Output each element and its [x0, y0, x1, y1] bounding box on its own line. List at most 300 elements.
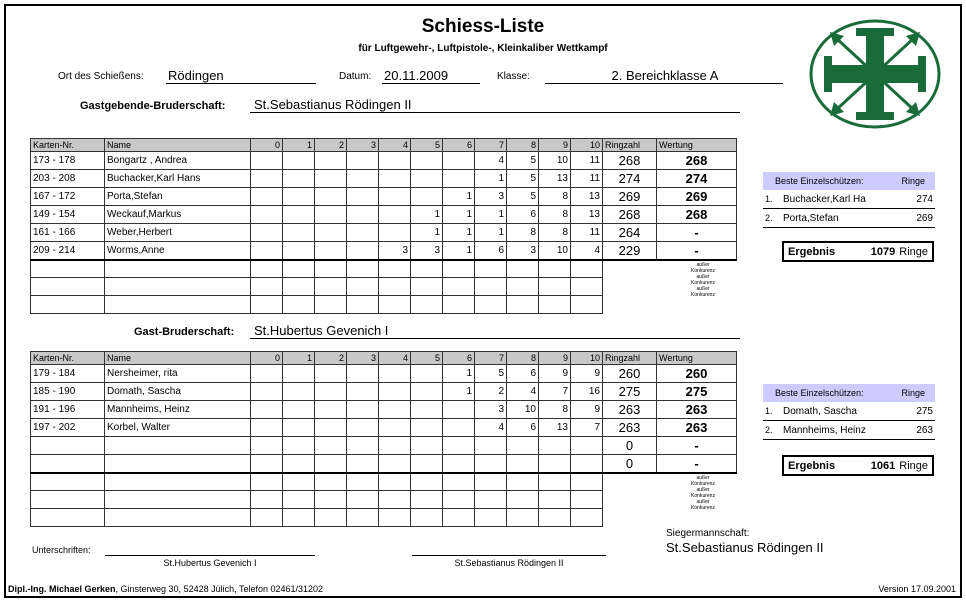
empty-cell[interactable]: [443, 296, 475, 314]
score-cell[interactable]: [411, 401, 443, 419]
empty-cell[interactable]: [539, 296, 571, 314]
score-cell[interactable]: [539, 455, 571, 473]
score-cell[interactable]: [251, 401, 283, 419]
score-cell[interactable]: 3: [379, 242, 411, 260]
score-cell[interactable]: [379, 383, 411, 401]
klasse-label: Klasse:: [497, 71, 530, 82]
column-header: 3: [347, 352, 379, 365]
score-cell[interactable]: 11: [571, 170, 603, 188]
score-cell[interactable]: 6: [475, 242, 507, 260]
empty-cell[interactable]: [411, 491, 443, 509]
ringzahl-cell[interactable]: 0: [603, 437, 657, 455]
score-cell[interactable]: 11: [571, 152, 603, 170]
score-cell[interactable]: [347, 188, 379, 206]
score-cell[interactable]: 3: [475, 188, 507, 206]
column-header: 5: [411, 139, 443, 152]
score-cell[interactable]: [379, 206, 411, 224]
score-cell[interactable]: [315, 455, 347, 473]
wertung-cell[interactable]: 268: [657, 152, 737, 170]
ergebnis-unit: Ringe: [899, 245, 928, 258]
score-cell[interactable]: [251, 437, 283, 455]
table-row: [31, 188, 737, 206]
score-cell[interactable]: 1: [475, 224, 507, 242]
empty-cell[interactable]: [105, 278, 251, 296]
empty-cell[interactable]: [475, 278, 507, 296]
best-row: 2. Porta,Stefan 269: [763, 209, 935, 228]
empty-cell[interactable]: [283, 296, 315, 314]
wertung-cell[interactable]: -: [657, 455, 737, 473]
score-cell[interactable]: [379, 224, 411, 242]
wertung-cell[interactable]: -: [657, 242, 737, 260]
name-cell[interactable]: Nersheimer, rita: [105, 365, 251, 383]
score-cell[interactable]: [443, 170, 475, 188]
score-cell[interactable]: [283, 455, 315, 473]
score-cell[interactable]: [507, 437, 539, 455]
score-cell[interactable]: 1: [443, 206, 475, 224]
empty-cell[interactable]: [31, 491, 105, 509]
empty-cell[interactable]: [539, 278, 571, 296]
score-cell[interactable]: [379, 401, 411, 419]
score-cell[interactable]: 9: [571, 401, 603, 419]
score-cell[interactable]: 10: [507, 401, 539, 419]
score-cell[interactable]: 1: [475, 170, 507, 188]
score-cell[interactable]: [411, 455, 443, 473]
empty-cell[interactable]: [443, 491, 475, 509]
datum-field[interactable]: 20.11.2009: [382, 68, 480, 84]
karten-cell[interactable]: 161 - 166: [31, 224, 105, 242]
score-cell[interactable]: [251, 383, 283, 401]
ringzahl-cell[interactable]: 275: [603, 383, 657, 401]
score-cell[interactable]: 6: [507, 365, 539, 383]
name-cell[interactable]: Buchacker,Karl Hans: [105, 170, 251, 188]
score-cell[interactable]: [379, 188, 411, 206]
host-club-field[interactable]: St.Sebastianus Rödingen II: [250, 97, 740, 113]
score-cell[interactable]: [347, 419, 379, 437]
empty-cell[interactable]: [379, 260, 411, 278]
empty-cell[interactable]: [657, 509, 737, 527]
score-cell[interactable]: [315, 224, 347, 242]
table-row: [31, 419, 737, 437]
ringzahl-cell[interactable]: 274: [603, 170, 657, 188]
score-cell[interactable]: 8: [539, 401, 571, 419]
score-cell[interactable]: 3: [411, 242, 443, 260]
score-cell[interactable]: [315, 365, 347, 383]
column-header: 4: [379, 352, 411, 365]
score-cell[interactable]: [347, 224, 379, 242]
guest-club-field[interactable]: St.Hubertus Gevenich I: [250, 323, 740, 339]
karten-cell[interactable]: [31, 455, 105, 473]
score-cell[interactable]: [283, 224, 315, 242]
empty-cell[interactable]: [475, 473, 507, 491]
score-cell[interactable]: [283, 365, 315, 383]
ergebnis-value: 1079: [870, 245, 896, 258]
score-cell[interactable]: 5: [475, 365, 507, 383]
score-cell[interactable]: 8: [539, 206, 571, 224]
score-cell[interactable]: 1: [411, 206, 443, 224]
empty-cell[interactable]: [379, 296, 411, 314]
score-cell[interactable]: 7: [571, 419, 603, 437]
empty-cell[interactable]: [571, 491, 603, 509]
score-cell[interactable]: [283, 242, 315, 260]
score-cell[interactable]: [379, 455, 411, 473]
score-cell[interactable]: 1: [443, 188, 475, 206]
score-cell[interactable]: [347, 401, 379, 419]
empty-cell[interactable]: [105, 491, 251, 509]
score-cell[interactable]: [251, 365, 283, 383]
empty-cell[interactable]: [411, 278, 443, 296]
empty-cell[interactable]: [539, 509, 571, 527]
score-cell[interactable]: [443, 455, 475, 473]
column-header: 7: [475, 352, 507, 365]
score-cell[interactable]: [251, 152, 283, 170]
score-cell[interactable]: [443, 401, 475, 419]
score-cell[interactable]: 8: [507, 224, 539, 242]
empty-cell[interactable]: [475, 296, 507, 314]
score-cell[interactable]: [379, 152, 411, 170]
empty-cell[interactable]: [283, 278, 315, 296]
host-best-shooters: [763, 172, 935, 228]
score-cell[interactable]: [411, 188, 443, 206]
empty-cell[interactable]: [347, 509, 379, 527]
score-cell[interactable]: [379, 170, 411, 188]
empty-cell[interactable]: [475, 509, 507, 527]
empty-cell[interactable]: [105, 296, 251, 314]
score-cell[interactable]: [443, 419, 475, 437]
signature-line-left[interactable]: [105, 555, 315, 556]
name-cell[interactable]: Bongartz , Andrea: [105, 152, 251, 170]
score-cell[interactable]: [347, 170, 379, 188]
empty-cell[interactable]: [379, 491, 411, 509]
column-header: 8: [507, 139, 539, 152]
score-cell[interactable]: 2: [475, 383, 507, 401]
empty-cell[interactable]: [539, 260, 571, 278]
score-cell[interactable]: [411, 365, 443, 383]
score-cell[interactable]: [347, 152, 379, 170]
empty-cell[interactable]: [105, 473, 251, 491]
score-cell[interactable]: [315, 188, 347, 206]
score-cell[interactable]: [251, 455, 283, 473]
score-cell[interactable]: 9: [539, 365, 571, 383]
best-row: 2. Mannheims, Heinz 263: [763, 421, 935, 440]
empty-cell[interactable]: [571, 296, 603, 314]
score-cell[interactable]: 11: [571, 224, 603, 242]
name-cell[interactable]: [105, 455, 251, 473]
score-cell[interactable]: [315, 170, 347, 188]
score-cell[interactable]: [379, 437, 411, 455]
empty-cell[interactable]: [657, 296, 737, 314]
name-cell[interactable]: Korbel, Walter: [105, 419, 251, 437]
empty-cell[interactable]: [283, 473, 315, 491]
score-cell[interactable]: 10: [539, 242, 571, 260]
column-header: Wertung: [657, 139, 737, 152]
empty-cell[interactable]: [251, 296, 283, 314]
column-header: 6: [443, 139, 475, 152]
empty-cell[interactable]: [283, 509, 315, 527]
score-cell[interactable]: [443, 152, 475, 170]
ringzahl-cell[interactable]: 0: [603, 455, 657, 473]
score-cell[interactable]: 4: [507, 383, 539, 401]
ringzahl-cell[interactable]: 229: [603, 242, 657, 260]
empty-cell[interactable]: [411, 509, 443, 527]
score-cell[interactable]: 9: [571, 365, 603, 383]
empty-cell[interactable]: [603, 296, 657, 314]
score-cell[interactable]: [379, 365, 411, 383]
column-header: 7: [475, 139, 507, 152]
score-cell[interactable]: 6: [507, 419, 539, 437]
score-cell[interactable]: [539, 437, 571, 455]
empty-cell[interactable]: [315, 473, 347, 491]
karten-cell[interactable]: 209 - 214: [31, 242, 105, 260]
empty-cell[interactable]: [603, 278, 657, 296]
empty-cell[interactable]: [603, 260, 657, 278]
empty-cell[interactable]: [31, 278, 105, 296]
score-cell[interactable]: [571, 455, 603, 473]
ringzahl-cell[interactable]: 260: [603, 365, 657, 383]
score-cell[interactable]: [283, 419, 315, 437]
score-cell[interactable]: [283, 383, 315, 401]
ringzahl-cell[interactable]: 269: [603, 188, 657, 206]
empty-cell[interactable]: [603, 473, 657, 491]
score-cell[interactable]: [283, 437, 315, 455]
empty-cell[interactable]: [31, 473, 105, 491]
empty-cell[interactable]: [443, 260, 475, 278]
empty-cell[interactable]: [443, 473, 475, 491]
empty-cell[interactable]: [379, 278, 411, 296]
empty-cell[interactable]: [105, 509, 251, 527]
score-cell[interactable]: [411, 419, 443, 437]
wertung-cell[interactable]: 263: [657, 401, 737, 419]
empty-cell[interactable]: [475, 260, 507, 278]
ringzahl-cell[interactable]: 263: [603, 419, 657, 437]
score-cell[interactable]: 4: [571, 242, 603, 260]
empty-cell[interactable]: [507, 509, 539, 527]
score-cell[interactable]: [347, 437, 379, 455]
column-header: 8: [507, 352, 539, 365]
klasse-field[interactable]: 2. Bereichklasse A: [545, 68, 783, 84]
name-cell[interactable]: Mannheims, Heinz: [105, 401, 251, 419]
ausser-konkurrenz-note: außer Konkurenz außer Konkurenz außer Konkurenz: [691, 475, 715, 511]
score-cell[interactable]: [475, 437, 507, 455]
score-cell[interactable]: [571, 437, 603, 455]
karten-cell[interactable]: 197 - 202: [31, 419, 105, 437]
score-cell[interactable]: 1: [443, 365, 475, 383]
score-cell[interactable]: [347, 365, 379, 383]
score-cell[interactable]: [315, 383, 347, 401]
name-cell[interactable]: Worms,Anne: [105, 242, 251, 260]
score-cell[interactable]: [283, 206, 315, 224]
score-cell[interactable]: [347, 455, 379, 473]
page-title: Schiess-Liste: [421, 16, 545, 37]
score-cell[interactable]: [443, 437, 475, 455]
karten-cell[interactable]: 179 - 184: [31, 365, 105, 383]
empty-cell[interactable]: [31, 296, 105, 314]
score-cell[interactable]: [251, 170, 283, 188]
karten-cell[interactable]: 149 - 154: [31, 206, 105, 224]
score-cell[interactable]: 1: [475, 206, 507, 224]
empty-cell[interactable]: [315, 278, 347, 296]
score-cell[interactable]: [411, 383, 443, 401]
score-cell[interactable]: [411, 152, 443, 170]
column-header: Name: [105, 139, 251, 152]
wertung-cell[interactable]: 275: [657, 383, 737, 401]
score-cell[interactable]: [283, 170, 315, 188]
column-header: 9: [539, 139, 571, 152]
score-cell[interactable]: 1: [443, 242, 475, 260]
score-cell[interactable]: 6: [507, 206, 539, 224]
name-cell[interactable]: Weckauf,Markus: [105, 206, 251, 224]
signature-line-right[interactable]: [412, 555, 606, 556]
empty-cell[interactable]: [315, 296, 347, 314]
karten-cell[interactable]: 173 - 178: [31, 152, 105, 170]
score-cell[interactable]: [411, 170, 443, 188]
empty-cell[interactable]: [379, 509, 411, 527]
score-cell[interactable]: [251, 242, 283, 260]
karten-cell[interactable]: 191 - 196: [31, 401, 105, 419]
score-cell[interactable]: [315, 437, 347, 455]
empty-cell[interactable]: [379, 473, 411, 491]
name-cell[interactable]: [105, 437, 251, 455]
score-cell[interactable]: [379, 419, 411, 437]
score-cell[interactable]: [251, 224, 283, 242]
score-cell[interactable]: [411, 437, 443, 455]
score-cell[interactable]: 4: [475, 152, 507, 170]
empty-cell[interactable]: [539, 491, 571, 509]
empty-cell[interactable]: [251, 260, 283, 278]
column-header: 10: [571, 352, 603, 365]
empty-cell[interactable]: [475, 491, 507, 509]
score-cell[interactable]: [347, 383, 379, 401]
score-cell[interactable]: 8: [539, 188, 571, 206]
score-cell[interactable]: 1: [443, 224, 475, 242]
empty-cell[interactable]: [283, 260, 315, 278]
empty-cell[interactable]: [347, 260, 379, 278]
score-cell[interactable]: [283, 152, 315, 170]
empty-cell[interactable]: [603, 491, 657, 509]
ringzahl-cell[interactable]: 268: [603, 152, 657, 170]
score-cell[interactable]: 3: [475, 401, 507, 419]
empty-cell[interactable]: [347, 278, 379, 296]
karten-cell[interactable]: 185 - 190: [31, 383, 105, 401]
empty-cell[interactable]: [283, 491, 315, 509]
empty-cell[interactable]: [411, 296, 443, 314]
score-cell[interactable]: [315, 206, 347, 224]
empty-cell[interactable]: [539, 473, 571, 491]
empty-cell[interactable]: [571, 278, 603, 296]
empty-cell[interactable]: [411, 473, 443, 491]
score-cell[interactable]: 5: [507, 188, 539, 206]
score-cell[interactable]: 10: [539, 152, 571, 170]
score-cell[interactable]: [507, 455, 539, 473]
score-cell[interactable]: 5: [507, 152, 539, 170]
score-cell[interactable]: 1: [443, 383, 475, 401]
wertung-cell[interactable]: -: [657, 437, 737, 455]
empty-cell[interactable]: [571, 473, 603, 491]
score-cell[interactable]: 1: [411, 224, 443, 242]
score-cell[interactable]: 16: [571, 383, 603, 401]
score-cell[interactable]: [251, 188, 283, 206]
score-cell[interactable]: 13: [539, 419, 571, 437]
empty-cell[interactable]: [315, 491, 347, 509]
score-cell[interactable]: [283, 188, 315, 206]
empty-cell[interactable]: [603, 509, 657, 527]
empty-cell[interactable]: [571, 260, 603, 278]
empty-cell[interactable]: [105, 260, 251, 278]
empty-cell[interactable]: [315, 260, 347, 278]
empty-cell[interactable]: [347, 296, 379, 314]
empty-cell[interactable]: [347, 473, 379, 491]
score-cell[interactable]: [251, 419, 283, 437]
empty-cell[interactable]: [251, 491, 283, 509]
score-cell[interactable]: [283, 401, 315, 419]
empty-cell[interactable]: [315, 509, 347, 527]
empty-cell[interactable]: [507, 473, 539, 491]
wertung-cell[interactable]: 269: [657, 188, 737, 206]
table-row: [31, 509, 737, 527]
score-cell[interactable]: [315, 419, 347, 437]
score-cell[interactable]: [251, 206, 283, 224]
karten-cell[interactable]: 167 - 172: [31, 188, 105, 206]
score-cell[interactable]: 13: [571, 188, 603, 206]
wertung-cell[interactable]: 260: [657, 365, 737, 383]
empty-cell[interactable]: [507, 491, 539, 509]
empty-cell[interactable]: [251, 509, 283, 527]
score-cell[interactable]: 13: [539, 170, 571, 188]
name-cell[interactable]: Weber,Herbert: [105, 224, 251, 242]
empty-cell[interactable]: [507, 260, 539, 278]
score-cell[interactable]: [347, 206, 379, 224]
wertung-cell[interactable]: 268: [657, 206, 737, 224]
score-cell[interactable]: [315, 242, 347, 260]
ringzahl-cell[interactable]: 263: [603, 401, 657, 419]
table-row: [31, 296, 737, 314]
empty-cell[interactable]: [347, 491, 379, 509]
name-cell[interactable]: Domath, Sascha: [105, 383, 251, 401]
empty-cell[interactable]: [507, 278, 539, 296]
score-cell[interactable]: 8: [539, 224, 571, 242]
empty-cell[interactable]: [411, 260, 443, 278]
ort-field[interactable]: Rödingen: [166, 68, 316, 84]
empty-cell[interactable]: [31, 509, 105, 527]
score-cell[interactable]: 13: [571, 206, 603, 224]
score-cell[interactable]: 3: [507, 242, 539, 260]
guest-club-label: Gast-Bruderschaft:: [134, 326, 235, 338]
empty-cell[interactable]: [251, 473, 283, 491]
wertung-cell[interactable]: 274: [657, 170, 737, 188]
score-cell[interactable]: [315, 401, 347, 419]
karten-cell[interactable]: [31, 437, 105, 455]
score-cell[interactable]: 5: [507, 170, 539, 188]
wertung-cell[interactable]: 263: [657, 419, 737, 437]
empty-cell[interactable]: [571, 509, 603, 527]
empty-cell[interactable]: [251, 278, 283, 296]
score-cell[interactable]: 7: [539, 383, 571, 401]
score-cell[interactable]: [315, 152, 347, 170]
ringzahl-cell[interactable]: 264: [603, 224, 657, 242]
column-header: Name: [105, 352, 251, 365]
empty-cell[interactable]: [443, 509, 475, 527]
empty-cell[interactable]: [443, 278, 475, 296]
ringzahl-cell[interactable]: 268: [603, 206, 657, 224]
score-cell[interactable]: 4: [475, 419, 507, 437]
name-cell[interactable]: Porta,Stefan: [105, 188, 251, 206]
score-cell[interactable]: [347, 242, 379, 260]
wertung-cell[interactable]: -: [657, 224, 737, 242]
column-header: 6: [443, 352, 475, 365]
score-cell[interactable]: [475, 455, 507, 473]
empty-cell[interactable]: [31, 260, 105, 278]
empty-cell[interactable]: [507, 296, 539, 314]
karten-cell[interactable]: 203 - 208: [31, 170, 105, 188]
